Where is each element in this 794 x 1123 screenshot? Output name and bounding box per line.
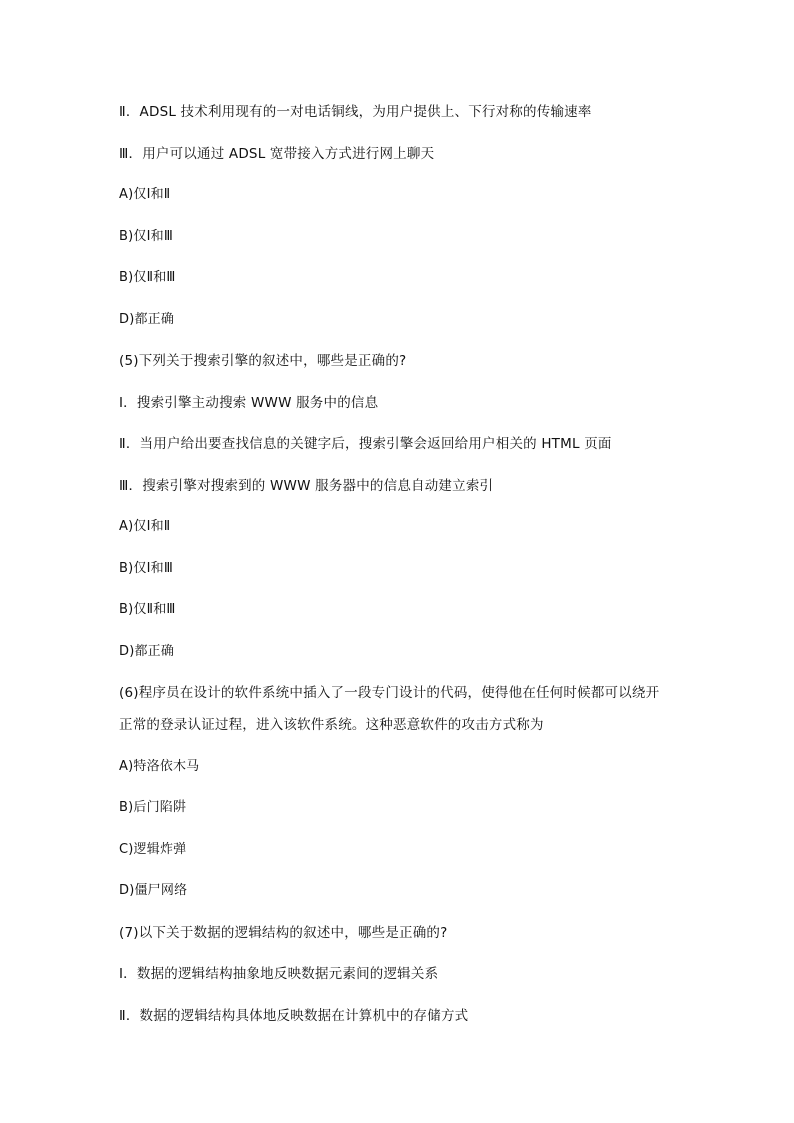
statement-i-search: Ⅰ．搜索引擎主动搜索 WWW 服务中的信息 — [119, 395, 379, 411]
question-5: (5)下列关于搜索引擎的叙述中，哪些是正确的? — [119, 353, 407, 369]
option-b: B)仅Ⅰ和Ⅲ — [119, 561, 173, 576]
option-a: A)仅Ⅰ和Ⅱ — [119, 519, 171, 534]
option-a: A)仅Ⅰ和Ⅱ — [119, 187, 171, 202]
statement-ii-search: Ⅱ．当用户给出要查找信息的关键字后，搜索引擎会返回给用户相关的 HTML 页面 — [119, 436, 612, 452]
option-b-second: B)仅Ⅱ和Ⅲ — [119, 270, 176, 285]
statement-iii-search: Ⅲ．搜索引擎对搜索到的 WWW 服务器中的信息自动建立索引 — [119, 478, 494, 494]
option-c: C)逻辑炸弹 — [119, 842, 187, 857]
option-d: D)都正确 — [119, 644, 175, 659]
question-6: (6)程序员在设计的软件系统中插入了一段专门设计的代码，使得他在任何时候都可以绕开 — [119, 685, 660, 701]
option-b-second: B)仅Ⅱ和Ⅲ — [119, 602, 176, 617]
option-b: B)仅Ⅰ和Ⅲ — [119, 229, 173, 244]
option-b: B)后门陷阱 — [119, 800, 187, 815]
statement-ii-adsl: Ⅱ．ADSL 技术利用现有的一对电话铜线，为用户提供上、下行对称的传输速率 — [119, 104, 592, 120]
question-6-continued: 正常的登录认证过程，进入该软件系统。这种恶意软件的攻击方式称为 — [119, 717, 544, 733]
statement-i-logic: Ⅰ．数据的逻辑结构抽象地反映数据元素间的逻辑关系 — [119, 966, 439, 982]
option-d: D)僵尸网络 — [119, 883, 188, 898]
question-7: (7)以下关于数据的逻辑结构的叙述中，哪些是正确的? — [119, 925, 448, 941]
statement-ii-logic: Ⅱ．数据的逻辑结构具体地反映数据在计算机中的存储方式 — [119, 1008, 469, 1024]
statement-iii-adsl: Ⅲ．用户可以通过 ADSL 宽带接入方式进行网上聊天 — [119, 146, 435, 162]
option-d: D)都正确 — [119, 312, 175, 327]
option-a: A)特洛依木马 — [119, 759, 200, 774]
